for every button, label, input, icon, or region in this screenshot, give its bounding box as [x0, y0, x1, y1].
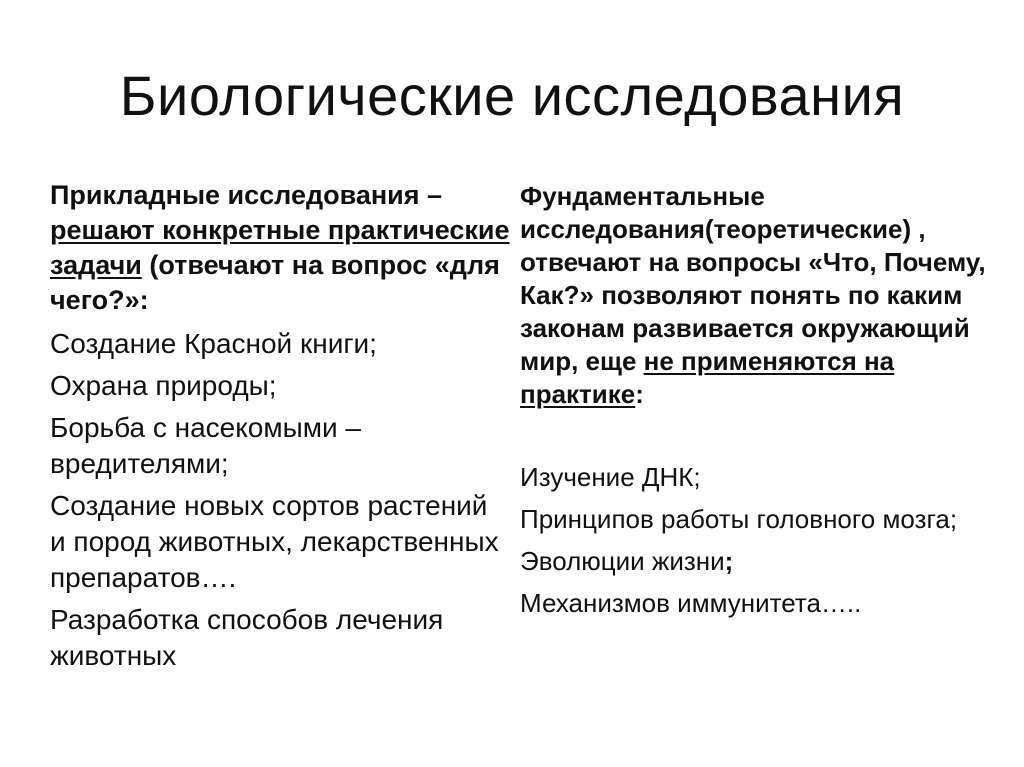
applied-research-list: [50, 326, 510, 674]
applied-research-heading: [50, 178, 510, 318]
fundamental-heading-underlined: не применяются на практике: [520, 346, 895, 409]
list-item: Охрана природы;: [50, 370, 277, 401]
applied-research-column: [50, 178, 510, 680]
list-item-text: Эволюции жизни: [520, 546, 725, 576]
applied-heading-text: Прикладные исследования –: [50, 180, 443, 210]
applied-heading-underlined: решают конкретные практические задачи: [50, 215, 510, 280]
fundamental-research-column: [520, 180, 990, 629]
applied-heading-question: (отвечают на вопрос «для чего?»:: [50, 250, 500, 315]
slide-title: Биологические исследования: [119, 64, 905, 127]
fundamental-heading-text: Фундаментальные исследования(теоретические) , отвечают на вопросы «Что, Почему, Как?» позволяют понять по каким законам развивается окружающий мир, еще: [520, 181, 986, 376]
list-item: Создание Красной книги;: [50, 328, 377, 359]
list-item: Разработка способов лечения животных: [50, 604, 444, 671]
fundamental-heading-colon: :: [635, 379, 644, 409]
list-item-semicolon: ;: [724, 546, 734, 576]
list-item: Механизмов иммунитета…..: [520, 588, 862, 618]
list-item: Борьба с насекомыми – вредителями;: [50, 412, 361, 479]
list-item: [520, 545, 990, 577]
list-item: Принципов работы головного мозга;: [520, 504, 958, 534]
fundamental-research-list: [520, 461, 990, 619]
list-item: Создание новых сортов растений и пород животных, лекарственных препаратов….: [50, 490, 499, 593]
list-item: Изучение ДНК;: [520, 462, 701, 492]
fundamental-research-heading: [520, 180, 990, 411]
